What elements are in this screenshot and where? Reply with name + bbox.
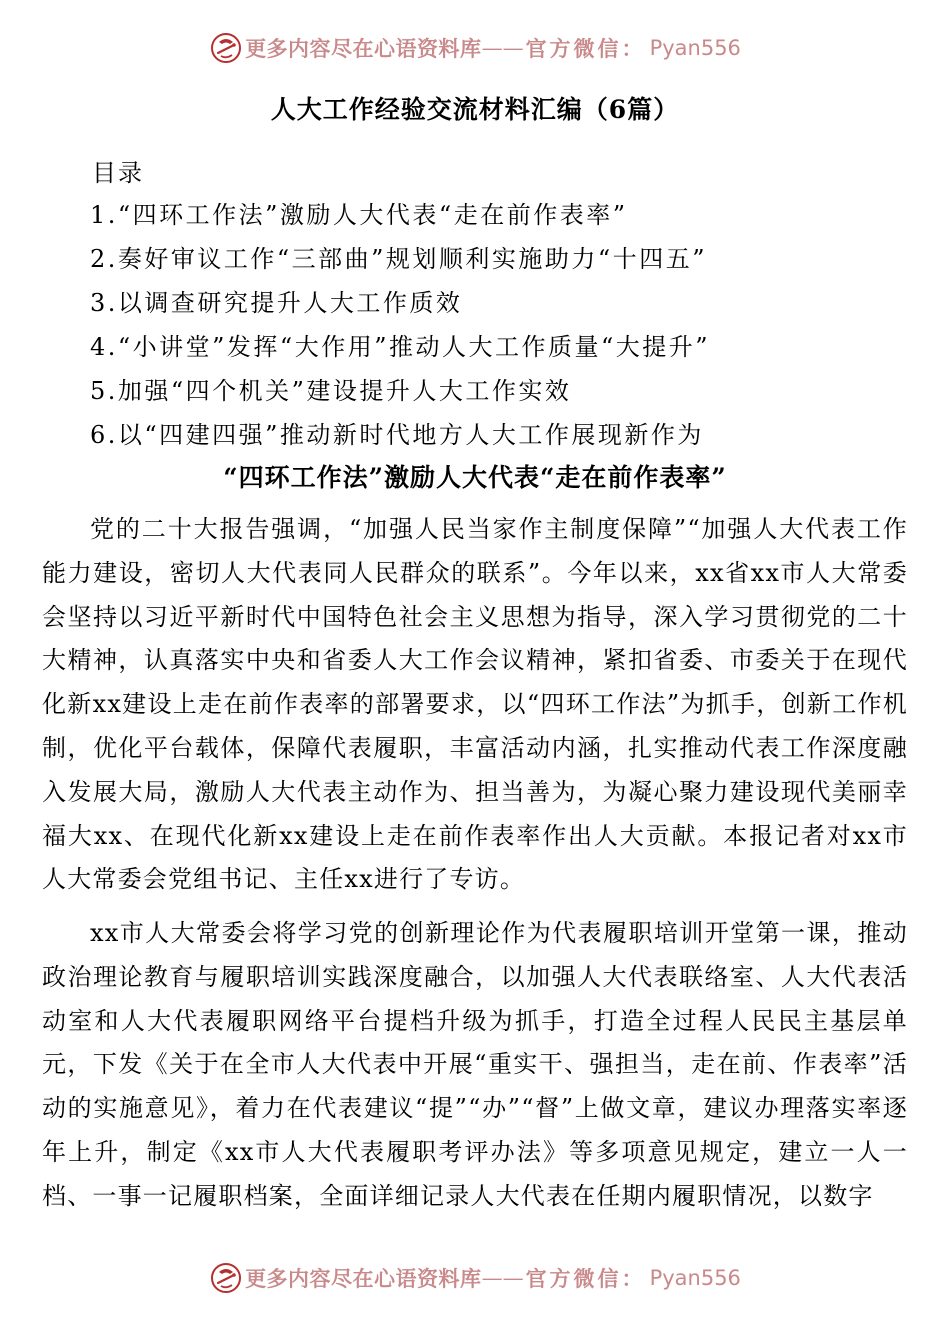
- banner-text: 更多内容尽在心语资料库: [245, 1266, 482, 1291]
- banner-text: 更多内容尽在心语资料库: [245, 36, 482, 61]
- toc-item: 1.“四环工作法”激励人大代表“走在前作表率”: [90, 201, 628, 229]
- banner-wechat-id: Pyan556: [649, 36, 741, 60]
- table-of-contents: [90, 195, 710, 459]
- banner-wechat-label: 官方微信：: [525, 1266, 646, 1291]
- header-banner: [0, 28, 950, 68]
- toc-item: 6.以“四建四强”推动新时代地方人大工作展现新作为: [90, 421, 704, 449]
- banner-dash: ——: [481, 1266, 524, 1290]
- toc-item: 4.“小讲堂”发挥“大作用”推动人大工作质量“大提升”: [90, 333, 711, 361]
- body-paragraph: 党的二十大报告强调，“加强人民当家作主制度保障”“加强人大代表工作能力建设，密切人大代表同人民群众的联系”。今年以来，xx省xx市人大常委会坚持以习近平新时代中国特色社会主义思想为指导，深入学习贯彻党的二十大精神，认真落实中央和省委人大工作会议精神，紧扣省委、市委关于在现代化新xx建设上走在前作表率的部署要求，以“四环工作法”为抓手，创新工作机制，优化平台载体，保障代表履职，丰富活动内涵，扎实推动代表工作深度融入发展大局，激励人大代表主动作为、担当善为，为凝心聚力建设现代美丽幸福大xx、在现代化新xx建设上走在前作表率作出人大贡献。本报记者对xx市人大常委会党组书记、主任xx进行了专访。: [42, 515, 908, 894]
- banner-wechat-id: Pyan556: [649, 1266, 741, 1290]
- toc-item: 3.以调查研究提升人大工作质效: [90, 289, 463, 317]
- toc-item: 2.奏好审议工作“三部曲”规划顺利实施助力“十四五”: [90, 245, 707, 273]
- toc-item: 5.加强“四个机关”建设提升人大工作实效: [90, 377, 572, 405]
- banner-wechat-label: 官方微信：: [525, 36, 646, 61]
- document-title: 人大工作经验交流材料汇编（6篇）: [270, 95, 680, 124]
- banner-dash: ——: [481, 36, 524, 60]
- brand-logo-icon: [209, 31, 243, 65]
- brand-logo-icon: [209, 1261, 243, 1295]
- footer-banner: [0, 1258, 950, 1298]
- toc-heading: 目录: [92, 159, 144, 187]
- body-paragraph: xx市人大常委会将学习党的创新理论作为代表履职培训开堂第一课，推动政治理论教育与履职培训实践深度融合，以加强人大代表联络室、人大代表活动室和人大代表履职网络平台提档升级为抓手，打造全过程人民民主基层单元，下发《关于在全市人大代表中开展“重实干、强担当，走在前、作表率”活动的实施意见》，着力在代表建议“提”“办”“督”上做文章，建议办理落实率逐年上升，制定《xx市人大代表履职考评办法》等多项意见规定，建立一人一档、一事一记履职档案，全面详细记录人大代表在任期内履职情况，以数字: [42, 919, 908, 1210]
- section-title: “四环工作法”激励人大代表“走在前作表率”: [223, 463, 727, 492]
